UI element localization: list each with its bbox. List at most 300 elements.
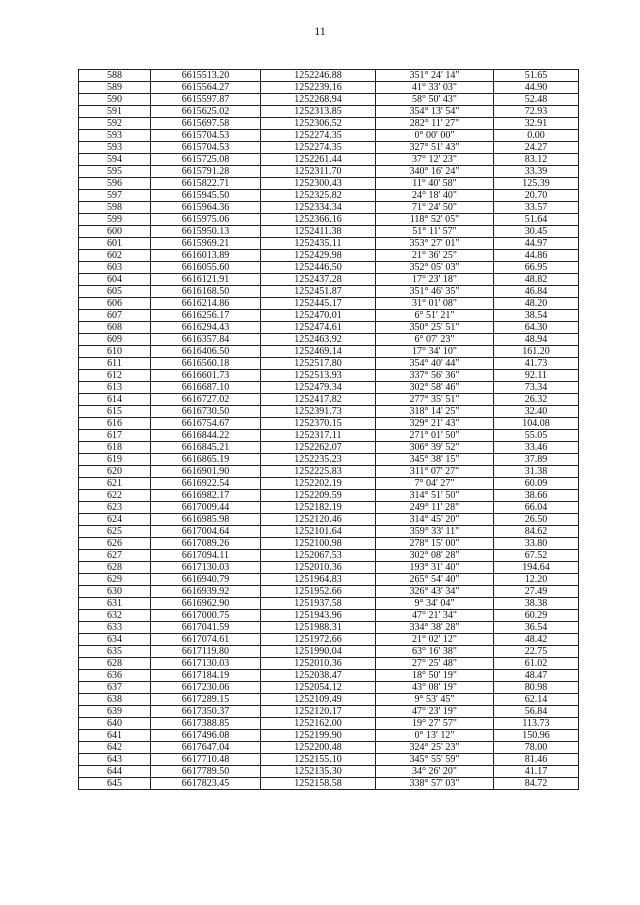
x-coordinate-cell: 6617710.48 — [151, 754, 261, 766]
table-row — [79, 154, 579, 166]
table-body — [79, 70, 579, 790]
table-row — [79, 766, 579, 778]
direction-angle-cell: 337° 56' 36" — [376, 370, 494, 382]
point-number-cell: 621 — [79, 478, 151, 490]
x-coordinate-cell: 6616940.79 — [151, 574, 261, 586]
point-number-cell: 624 — [79, 514, 151, 526]
point-number-cell: 635 — [79, 646, 151, 658]
x-coordinate-cell: 6617041.59 — [151, 622, 261, 634]
x-coordinate-cell: 6616922.54 — [151, 478, 261, 490]
point-number-cell: 628 — [79, 562, 151, 574]
point-number-cell: 641 — [79, 730, 151, 742]
direction-angle-cell: 345° 38' 15" — [376, 454, 494, 466]
length-cell: 84.72 — [494, 778, 579, 790]
table-row — [79, 178, 579, 190]
direction-angle-cell: 354° 13' 54" — [376, 106, 494, 118]
y-coordinate-cell: 1252517.80 — [261, 358, 376, 370]
table-row — [79, 610, 579, 622]
x-coordinate-cell: 6616901.90 — [151, 466, 261, 478]
direction-angle-cell: 311° 07' 27" — [376, 466, 494, 478]
x-coordinate-cell: 6616939.92 — [151, 586, 261, 598]
point-number-cell: 601 — [79, 238, 151, 250]
x-coordinate-cell: 6617823.45 — [151, 778, 261, 790]
length-cell: 33.39 — [494, 166, 579, 178]
point-number-cell: 640 — [79, 718, 151, 730]
y-coordinate-cell: 1251952.66 — [261, 586, 376, 598]
direction-angle-cell: 21° 36' 25" — [376, 250, 494, 262]
y-coordinate-cell: 1252274.35 — [261, 142, 376, 154]
direction-angle-cell: 47° 21' 34" — [376, 610, 494, 622]
point-number-cell: 617 — [79, 430, 151, 442]
y-coordinate-cell: 1252109.49 — [261, 694, 376, 706]
table-row — [79, 670, 579, 682]
direction-angle-cell: 118° 52' 05" — [376, 214, 494, 226]
y-coordinate-cell: 1252100.98 — [261, 538, 376, 550]
x-coordinate-cell: 6615950.13 — [151, 226, 261, 238]
x-coordinate-cell: 6615704.53 — [151, 142, 261, 154]
direction-angle-cell: 249° 11' 28" — [376, 502, 494, 514]
table-row — [79, 166, 579, 178]
point-number-cell: 614 — [79, 394, 151, 406]
direction-angle-cell: 265° 54' 40" — [376, 574, 494, 586]
length-cell: 26.50 — [494, 514, 579, 526]
direction-angle-cell: 352° 05' 03" — [376, 262, 494, 274]
length-cell: 60.09 — [494, 478, 579, 490]
table-row — [79, 442, 579, 454]
table-row — [79, 502, 579, 514]
direction-angle-cell: 345° 55' 59" — [376, 754, 494, 766]
table-row — [79, 226, 579, 238]
direction-angle-cell: 63° 16' 38" — [376, 646, 494, 658]
point-number-cell: 618 — [79, 442, 151, 454]
table-row — [79, 262, 579, 274]
length-cell: 78.00 — [494, 742, 579, 754]
direction-angle-cell: 334° 38' 28" — [376, 622, 494, 634]
y-coordinate-cell: 1252513.93 — [261, 370, 376, 382]
table-row — [79, 406, 579, 418]
y-coordinate-cell: 1251937.58 — [261, 598, 376, 610]
y-coordinate-cell: 1252120.17 — [261, 706, 376, 718]
length-cell: 37.89 — [494, 454, 579, 466]
y-coordinate-cell: 1252451.87 — [261, 286, 376, 298]
length-cell: 24.27 — [494, 142, 579, 154]
direction-angle-cell: 282° 11' 27" — [376, 118, 494, 130]
direction-angle-cell: 0° 00' 00" — [376, 130, 494, 142]
table-row — [79, 370, 579, 382]
table-row — [79, 250, 579, 262]
y-coordinate-cell: 1252463.92 — [261, 334, 376, 346]
table-row — [79, 598, 579, 610]
table-row — [79, 334, 579, 346]
point-number-cell: 596 — [79, 178, 151, 190]
page-number: 11 — [314, 24, 326, 38]
point-number-cell: 598 — [79, 202, 151, 214]
y-coordinate-cell: 1252417.82 — [261, 394, 376, 406]
length-cell: 52.48 — [494, 94, 579, 106]
y-coordinate-cell: 1252054.12 — [261, 682, 376, 694]
length-cell: 92.11 — [494, 370, 579, 382]
y-coordinate-cell: 1252262.07 — [261, 442, 376, 454]
length-cell: 44.90 — [494, 82, 579, 94]
y-coordinate-cell: 1252268.94 — [261, 94, 376, 106]
y-coordinate-cell: 1252010.36 — [261, 562, 376, 574]
length-cell: 60.29 — [494, 610, 579, 622]
table-row — [79, 430, 579, 442]
x-coordinate-cell: 6616865.19 — [151, 454, 261, 466]
table-row — [79, 130, 579, 142]
x-coordinate-cell: 6616406.50 — [151, 346, 261, 358]
table-row — [79, 466, 579, 478]
point-number-cell: 615 — [79, 406, 151, 418]
direction-angle-cell: 329° 21' 43" — [376, 418, 494, 430]
y-coordinate-cell: 1252469.14 — [261, 346, 376, 358]
direction-angle-cell: 6° 07' 23" — [376, 334, 494, 346]
x-coordinate-cell: 6615964.36 — [151, 202, 261, 214]
x-coordinate-cell: 6617230.06 — [151, 682, 261, 694]
direction-angle-cell: 338° 57' 03" — [376, 778, 494, 790]
length-cell: 150.96 — [494, 730, 579, 742]
y-coordinate-cell: 1252325.82 — [261, 190, 376, 202]
table-row — [79, 298, 579, 310]
table-row — [79, 490, 579, 502]
point-number-cell: 625 — [79, 526, 151, 538]
table-row — [79, 454, 579, 466]
direction-angle-cell: 193° 31' 40" — [376, 562, 494, 574]
table-row — [79, 742, 579, 754]
point-number-cell: 613 — [79, 382, 151, 394]
x-coordinate-cell: 6616055.60 — [151, 262, 261, 274]
direction-angle-cell: 71° 24' 50" — [376, 202, 494, 214]
direction-angle-cell: 34° 26' 20" — [376, 766, 494, 778]
y-coordinate-cell: 1252225.83 — [261, 466, 376, 478]
y-coordinate-cell: 1252437.28 — [261, 274, 376, 286]
y-coordinate-cell: 1251964.83 — [261, 574, 376, 586]
x-coordinate-cell: 6615725.08 — [151, 154, 261, 166]
point-number-cell: 606 — [79, 298, 151, 310]
y-coordinate-cell: 1252239.16 — [261, 82, 376, 94]
length-cell: 66.95 — [494, 262, 579, 274]
x-coordinate-cell: 6617350.37 — [151, 706, 261, 718]
point-number-cell: 593 — [79, 142, 151, 154]
y-coordinate-cell: 1252446.50 — [261, 262, 376, 274]
point-number-cell: 645 — [79, 778, 151, 790]
length-cell: 27.49 — [494, 586, 579, 598]
y-coordinate-cell: 1252366.16 — [261, 214, 376, 226]
table-row — [79, 70, 579, 82]
x-coordinate-cell: 6616845.21 — [151, 442, 261, 454]
x-coordinate-cell: 6617094.11 — [151, 550, 261, 562]
table-row — [79, 634, 579, 646]
y-coordinate-cell: 1252101.64 — [261, 526, 376, 538]
length-cell: 81.46 — [494, 754, 579, 766]
x-coordinate-cell: 6615791.28 — [151, 166, 261, 178]
table-row — [79, 274, 579, 286]
y-coordinate-cell: 1252274.35 — [261, 130, 376, 142]
point-number-cell: 592 — [79, 118, 151, 130]
table-row — [79, 214, 579, 226]
length-cell: 51.65 — [494, 70, 579, 82]
length-cell: 38.54 — [494, 310, 579, 322]
point-number-cell: 630 — [79, 586, 151, 598]
y-coordinate-cell: 1252334.34 — [261, 202, 376, 214]
y-coordinate-cell: 1252158.58 — [261, 778, 376, 790]
x-coordinate-cell: 6616013.89 — [151, 250, 261, 262]
point-number-cell: 589 — [79, 82, 151, 94]
direction-angle-cell: 359° 33' 11" — [376, 526, 494, 538]
x-coordinate-cell: 6615704.53 — [151, 130, 261, 142]
x-coordinate-cell: 6617130.03 — [151, 562, 261, 574]
length-cell: 32.40 — [494, 406, 579, 418]
table-row — [79, 346, 579, 358]
x-coordinate-cell: 6615945.50 — [151, 190, 261, 202]
point-number-cell: 603 — [79, 262, 151, 274]
direction-angle-cell: 19° 27' 57" — [376, 718, 494, 730]
x-coordinate-cell: 6615975.06 — [151, 214, 261, 226]
x-coordinate-cell: 6617184.19 — [151, 670, 261, 682]
direction-angle-cell: 18° 50' 19" — [376, 670, 494, 682]
y-coordinate-cell: 1252199.90 — [261, 730, 376, 742]
y-coordinate-cell: 1251990.04 — [261, 646, 376, 658]
table-row — [79, 202, 579, 214]
x-coordinate-cell: 6616844.22 — [151, 430, 261, 442]
x-coordinate-cell: 6615697.58 — [151, 118, 261, 130]
direction-angle-cell: 340° 16' 24" — [376, 166, 494, 178]
table-row — [79, 622, 579, 634]
point-number-cell: 594 — [79, 154, 151, 166]
table-row — [79, 310, 579, 322]
length-cell: 64.30 — [494, 322, 579, 334]
x-coordinate-cell: 6616754.67 — [151, 418, 261, 430]
x-coordinate-cell: 6615822.71 — [151, 178, 261, 190]
direction-angle-cell: 17° 34' 10" — [376, 346, 494, 358]
y-coordinate-cell: 1252470.01 — [261, 310, 376, 322]
direction-angle-cell: 271° 01' 50" — [376, 430, 494, 442]
table-row — [79, 418, 579, 430]
length-cell: 48.82 — [494, 274, 579, 286]
direction-angle-cell: 277° 35' 51" — [376, 394, 494, 406]
point-number-cell: 622 — [79, 490, 151, 502]
x-coordinate-cell: 6616962.90 — [151, 598, 261, 610]
y-coordinate-cell: 1252202.19 — [261, 478, 376, 490]
point-number-cell: 642 — [79, 742, 151, 754]
length-cell: 38.38 — [494, 598, 579, 610]
direction-angle-cell: 43° 08' 19" — [376, 682, 494, 694]
table-row — [79, 382, 579, 394]
y-coordinate-cell: 1252313.85 — [261, 106, 376, 118]
x-coordinate-cell: 6617789.50 — [151, 766, 261, 778]
x-coordinate-cell: 6617074.61 — [151, 634, 261, 646]
y-coordinate-cell: 1252411.38 — [261, 226, 376, 238]
length-cell: 48.42 — [494, 634, 579, 646]
length-cell: 33.80 — [494, 538, 579, 550]
direction-angle-cell: 17° 23' 18" — [376, 274, 494, 286]
y-coordinate-cell: 1252474.61 — [261, 322, 376, 334]
direction-angle-cell: 9° 53' 45" — [376, 694, 494, 706]
point-number-cell: 629 — [79, 574, 151, 586]
direction-angle-cell: 7° 04' 27" — [376, 478, 494, 490]
point-number-cell: 593 — [79, 130, 151, 142]
table-row — [79, 538, 579, 550]
table-row — [79, 118, 579, 130]
y-coordinate-cell: 1252120.46 — [261, 514, 376, 526]
x-coordinate-cell: 6616121.91 — [151, 274, 261, 286]
length-cell: 41.17 — [494, 766, 579, 778]
x-coordinate-cell: 6616982.17 — [151, 490, 261, 502]
length-cell: 41.73 — [494, 358, 579, 370]
x-coordinate-cell: 6615513.20 — [151, 70, 261, 82]
table-row — [79, 394, 579, 406]
table-row — [79, 778, 579, 790]
length-cell: 20.70 — [494, 190, 579, 202]
y-coordinate-cell: 1252155.10 — [261, 754, 376, 766]
direction-angle-cell: 9° 34' 04" — [376, 598, 494, 610]
y-coordinate-cell: 1252479.34 — [261, 382, 376, 394]
length-cell: 55.05 — [494, 430, 579, 442]
direction-angle-cell: 37° 12' 23" — [376, 154, 494, 166]
x-coordinate-cell: 6616168.50 — [151, 286, 261, 298]
point-number-cell: 609 — [79, 334, 151, 346]
point-number-cell: 597 — [79, 190, 151, 202]
point-number-cell: 608 — [79, 322, 151, 334]
x-coordinate-cell: 6617647.04 — [151, 742, 261, 754]
table-row — [79, 94, 579, 106]
length-cell: 30.45 — [494, 226, 579, 238]
direction-angle-cell: 0° 13' 12" — [376, 730, 494, 742]
point-number-cell: 627 — [79, 550, 151, 562]
point-number-cell: 636 — [79, 670, 151, 682]
length-cell: 44.86 — [494, 250, 579, 262]
coordinates-table — [78, 69, 579, 790]
x-coordinate-cell: 6616985.98 — [151, 514, 261, 526]
point-number-cell: 620 — [79, 466, 151, 478]
length-cell: 51.64 — [494, 214, 579, 226]
y-coordinate-cell: 1252067.53 — [261, 550, 376, 562]
table-row — [79, 358, 579, 370]
direction-angle-cell: 27° 25' 48" — [376, 658, 494, 670]
length-cell: 104.08 — [494, 418, 579, 430]
table-row — [79, 106, 579, 118]
direction-angle-cell: 31° 01' 08" — [376, 298, 494, 310]
point-number-cell: 611 — [79, 358, 151, 370]
y-coordinate-cell: 1252311.70 — [261, 166, 376, 178]
length-cell: 125.39 — [494, 178, 579, 190]
length-cell: 38.66 — [494, 490, 579, 502]
length-cell: 72.93 — [494, 106, 579, 118]
y-coordinate-cell: 1252317.11 — [261, 430, 376, 442]
y-coordinate-cell: 1252300.43 — [261, 178, 376, 190]
length-cell: 36.54 — [494, 622, 579, 634]
point-number-cell: 619 — [79, 454, 151, 466]
table-row — [79, 142, 579, 154]
length-cell: 48.20 — [494, 298, 579, 310]
direction-angle-cell: 326° 43' 34" — [376, 586, 494, 598]
direction-angle-cell: 24° 18' 40" — [376, 190, 494, 202]
table-row — [79, 514, 579, 526]
table-row — [79, 190, 579, 202]
x-coordinate-cell: 6616294.43 — [151, 322, 261, 334]
y-coordinate-cell: 1251972.66 — [261, 634, 376, 646]
table-row — [79, 706, 579, 718]
point-number-cell: 643 — [79, 754, 151, 766]
length-cell: 62.14 — [494, 694, 579, 706]
x-coordinate-cell: 6615625.02 — [151, 106, 261, 118]
table-row — [79, 238, 579, 250]
y-coordinate-cell: 1252261.44 — [261, 154, 376, 166]
y-coordinate-cell: 1252391.73 — [261, 406, 376, 418]
length-cell: 113.73 — [494, 718, 579, 730]
y-coordinate-cell: 1252435.11 — [261, 238, 376, 250]
y-coordinate-cell: 1252370.15 — [261, 418, 376, 430]
y-coordinate-cell: 1252235.23 — [261, 454, 376, 466]
x-coordinate-cell: 6615969.21 — [151, 238, 261, 250]
table-row — [79, 718, 579, 730]
length-cell: 33.57 — [494, 202, 579, 214]
x-coordinate-cell: 6617289.15 — [151, 694, 261, 706]
length-cell: 83.12 — [494, 154, 579, 166]
length-cell: 31.38 — [494, 466, 579, 478]
table-row — [79, 646, 579, 658]
length-cell: 26.32 — [494, 394, 579, 406]
length-cell: 22.75 — [494, 646, 579, 658]
direction-angle-cell: 51° 11' 57" — [376, 226, 494, 238]
x-coordinate-cell: 6617496.08 — [151, 730, 261, 742]
point-number-cell: 612 — [79, 370, 151, 382]
y-coordinate-cell: 1252010.36 — [261, 658, 376, 670]
direction-angle-cell: 324° 25' 23" — [376, 742, 494, 754]
direction-angle-cell: 302° 58' 46" — [376, 382, 494, 394]
x-coordinate-cell: 6615597.87 — [151, 94, 261, 106]
length-cell: 61.02 — [494, 658, 579, 670]
point-number-cell: 599 — [79, 214, 151, 226]
direction-angle-cell: 47° 23' 19" — [376, 706, 494, 718]
table-row — [79, 754, 579, 766]
table-row — [79, 694, 579, 706]
y-coordinate-cell: 1252306.52 — [261, 118, 376, 130]
y-coordinate-cell: 1252445.17 — [261, 298, 376, 310]
direction-angle-cell: 314° 45' 20" — [376, 514, 494, 526]
point-number-cell: 595 — [79, 166, 151, 178]
length-cell: 67.52 — [494, 550, 579, 562]
table-row — [79, 526, 579, 538]
table-row — [79, 730, 579, 742]
direction-angle-cell: 354° 40' 44" — [376, 358, 494, 370]
x-coordinate-cell: 6617089.26 — [151, 538, 261, 550]
point-number-cell: 600 — [79, 226, 151, 238]
y-coordinate-cell: 1252200.48 — [261, 742, 376, 754]
point-number-cell: 633 — [79, 622, 151, 634]
length-cell: 48.94 — [494, 334, 579, 346]
table-row — [79, 286, 579, 298]
direction-angle-cell: 350° 25' 51" — [376, 322, 494, 334]
length-cell: 46.84 — [494, 286, 579, 298]
table-row — [79, 658, 579, 670]
point-number-cell: 605 — [79, 286, 151, 298]
x-coordinate-cell: 6616727.02 — [151, 394, 261, 406]
y-coordinate-cell: 1252246.88 — [261, 70, 376, 82]
direction-angle-cell: 306° 39' 52" — [376, 442, 494, 454]
length-cell: 56.84 — [494, 706, 579, 718]
x-coordinate-cell: 6617009.44 — [151, 502, 261, 514]
point-number-cell: 591 — [79, 106, 151, 118]
y-coordinate-cell: 1252162.00 — [261, 718, 376, 730]
length-cell: 73.34 — [494, 382, 579, 394]
length-cell: 194.64 — [494, 562, 579, 574]
point-number-cell: 628 — [79, 658, 151, 670]
direction-angle-cell: 302° 08' 28" — [376, 550, 494, 562]
direction-angle-cell: 21° 02' 12" — [376, 634, 494, 646]
point-number-cell: 588 — [79, 70, 151, 82]
direction-angle-cell: 351° 24' 14" — [376, 70, 494, 82]
